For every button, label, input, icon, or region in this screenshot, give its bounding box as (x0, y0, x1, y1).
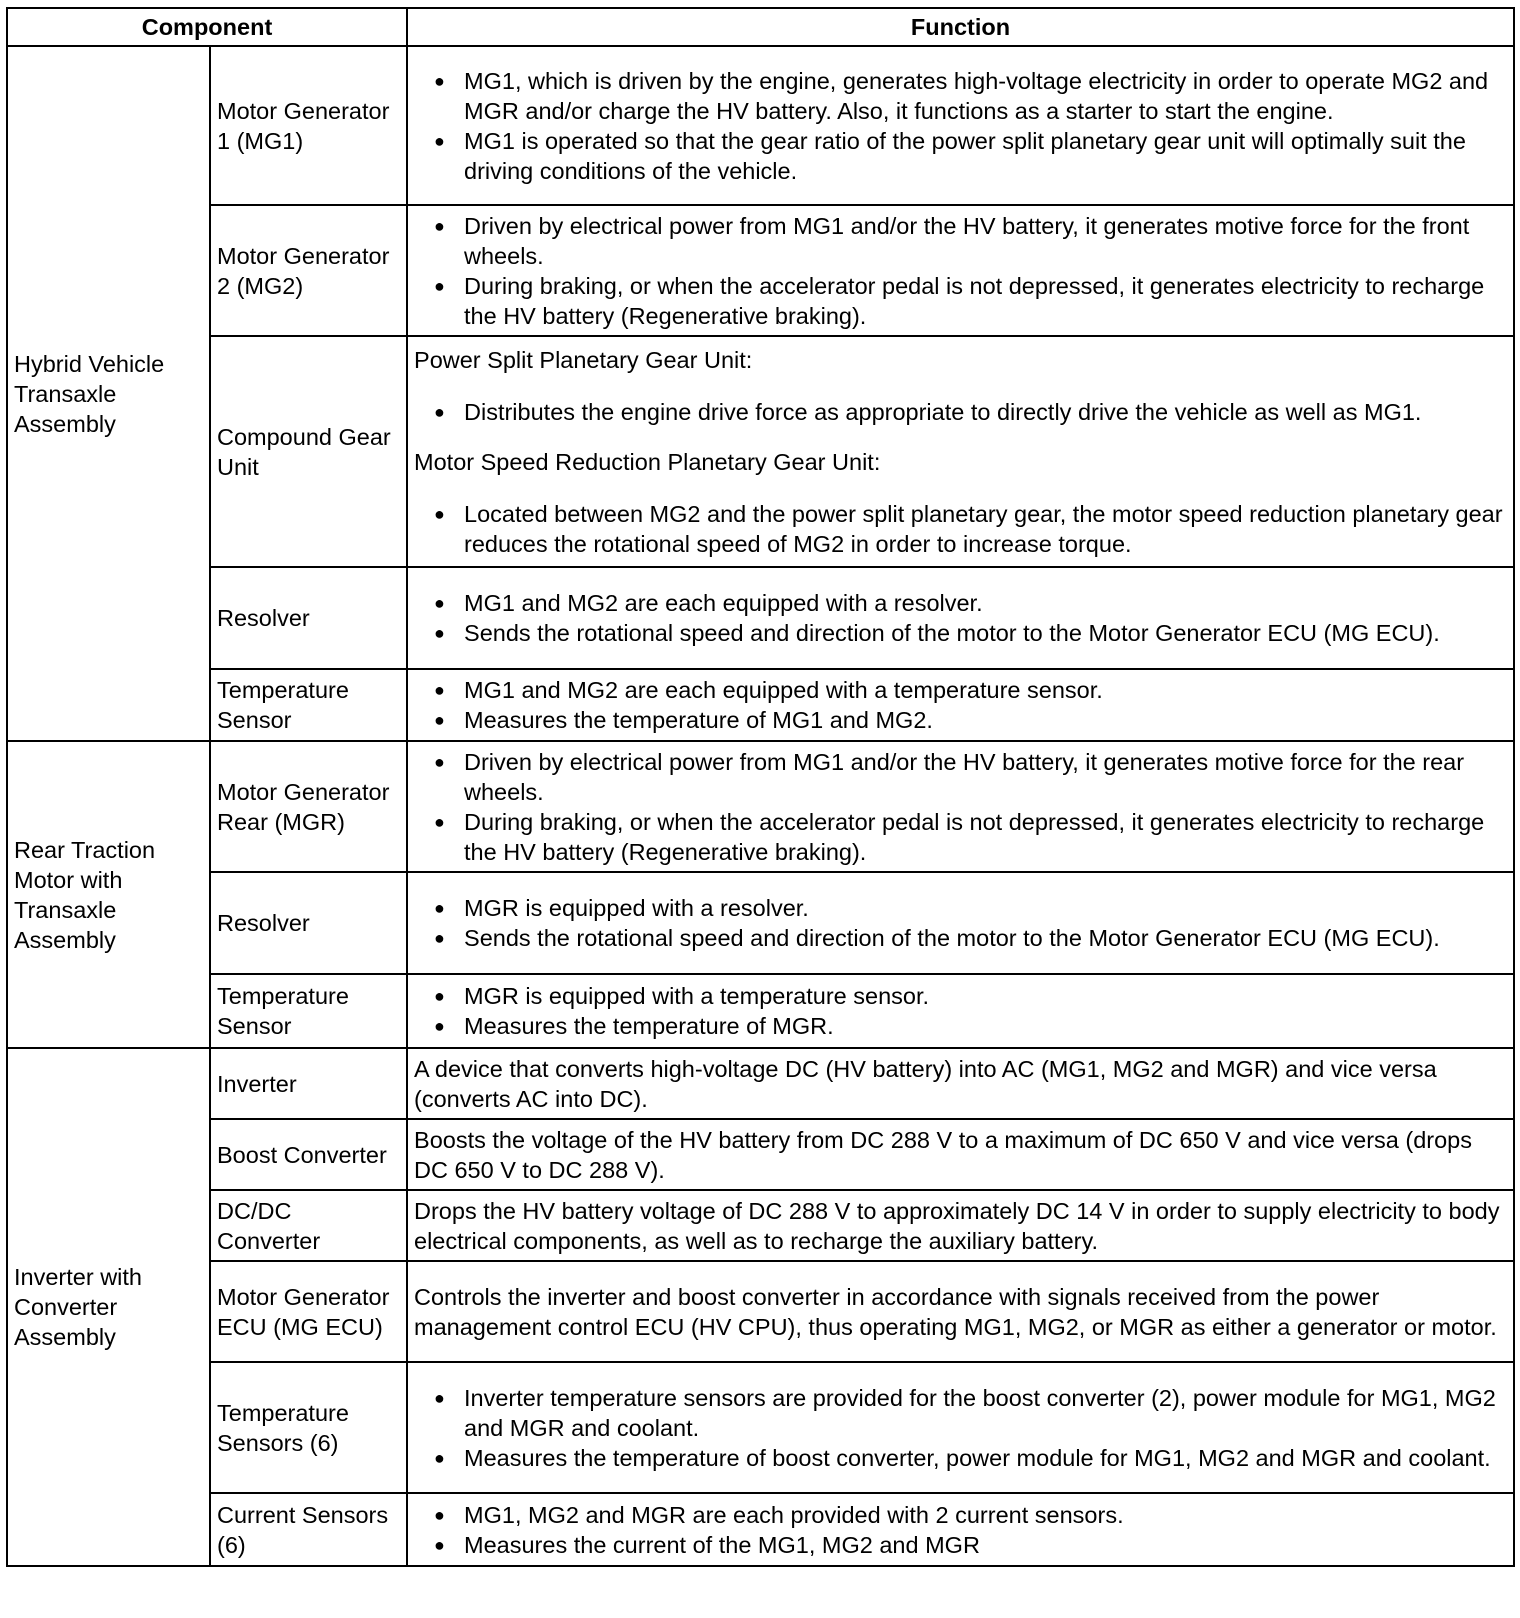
bullet-item: ● MG1, which is driven by the engine, generates high-voltage electricity in order to operate MG2 and MGR and/or charge the HV battery. Also, it functions as a starter to start the engine. (414, 66, 1507, 126)
table-row (7, 669, 1514, 741)
table-row (7, 1493, 1514, 1566)
bullet-item: ● MGR is equipped with a temperature sensor. (414, 981, 1507, 1011)
table-row (7, 1119, 1514, 1190)
bullet-item: ● Measures the temperature of MGR. (414, 1011, 1507, 1041)
bullet-item: ● MG1 and MG2 are each equipped with a resolver. (414, 588, 1507, 618)
bullet-item: ● MGR is equipped with a resolver. (414, 893, 1507, 923)
bullet-item: ● Driven by electrical power from MG1 and/or the HV battery, it generates motive force for the rear wheels. (414, 747, 1507, 807)
table-row (7, 336, 1514, 567)
component-cell: Resolver (210, 567, 407, 669)
component-cell: DC/DC Converter (210, 1190, 407, 1261)
table-row (7, 1190, 1514, 1261)
function-cell: A device that converts high-voltage DC (HV battery) into AC (MG1, MG2 and MGR) and vice versa (converts AC into DC). (407, 1048, 1514, 1119)
bullet-item: ● Measures the current of the MG1, MG2 and MGR (414, 1530, 1507, 1560)
header-row (7, 8, 1514, 46)
bullet-item: ● MG1, MG2 and MGR are each provided with 2 current sensors. (414, 1500, 1507, 1530)
component-cell: Motor Generator 2 (MG2) (210, 205, 407, 336)
table-row (7, 205, 1514, 336)
table-row (7, 1362, 1514, 1493)
bullet-item: ● Sends the rotational speed and direction of the motor to the Motor Generator ECU (MG ECU). (414, 923, 1507, 953)
component-cell: Temperature Sensor (210, 669, 407, 741)
bullet-item: ● During braking, or when the accelerator pedal is not depressed, it generates electricity to recharge the HV battery (Regenerative braking). (414, 807, 1507, 867)
component-cell: Motor Generator ECU (MG ECU) (210, 1261, 407, 1362)
table-row (7, 567, 1514, 669)
component-cell: Boost Converter (210, 1119, 407, 1190)
component-cell: Resolver (210, 872, 407, 974)
table-row (7, 46, 1514, 205)
component-cell: Motor Generator 1 (MG1) (210, 46, 407, 205)
table-row (7, 1048, 1514, 1119)
function-cell (407, 741, 1514, 872)
subheading: Motor Speed Reduction Planetary Gear Unit: (414, 448, 881, 475)
bullet-item: ● Located between MG2 and the power split planetary gear, the motor speed reduction planetary gear reduces the rotational speed of MG2 in order to increase torque. (414, 499, 1507, 559)
bullet-item: ● During braking, or when the accelerator pedal is not depressed, it generates electricity to recharge the HV battery (Regenerative braking). (414, 271, 1507, 331)
table-row (7, 1261, 1514, 1362)
component-cell: Compound Gear Unit (210, 336, 407, 567)
group-label: Hybrid Vehicle Transaxle Assembly (7, 46, 210, 741)
header-component: Component (7, 8, 407, 46)
component-function-table (6, 7, 1515, 1567)
function-cell (407, 46, 1514, 205)
bullet-item: ● Measures the temperature of boost converter, power module for MG1, MG2 and MGR and coolant. (414, 1443, 1507, 1473)
function-cell (407, 205, 1514, 336)
function-cell (407, 872, 1514, 974)
table-row (7, 741, 1514, 872)
function-cell (407, 669, 1514, 741)
function-cell (407, 974, 1514, 1048)
component-cell: Current Sensors (6) (210, 1493, 407, 1566)
component-cell: Inverter (210, 1048, 407, 1119)
bullet-item: ● MG1 is operated so that the gear ratio of the power split planetary gear unit will optimally suit the driving conditions of the vehicle. (414, 126, 1507, 186)
function-cell: Drops the HV battery voltage of DC 288 V to approximately DC 14 V in order to supply electricity to body electrical components, as well as to recharge the auxiliary battery. (407, 1190, 1514, 1261)
subheading: Power Split Planetary Gear Unit: (414, 346, 753, 373)
table-row (7, 872, 1514, 974)
bullet-item: ● Measures the temperature of MG1 and MG2. (414, 705, 1507, 735)
bullet-item: ● Inverter temperature sensors are provided for the boost converter (2), power module for MG1, MG2 and MGR and coolant. (414, 1383, 1507, 1443)
component-cell: Motor Generator Rear (MGR) (210, 741, 407, 872)
function-cell: Controls the inverter and boost converter in accordance with signals received from the power management control ECU (HV CPU), thus operating MG1, MG2, or MGR as either a generator or motor. (407, 1261, 1514, 1362)
table-row (7, 974, 1514, 1048)
group-label: Inverter with Converter Assembly (7, 1048, 210, 1566)
group-label: Rear Traction Motor with Transaxle Assembly (7, 741, 210, 1048)
function-cell: Boosts the voltage of the HV battery from DC 288 V to a maximum of DC 650 V and vice versa (drops DC 650 V to DC 288 V). (407, 1119, 1514, 1190)
bullet-item: ● Sends the rotational speed and direction of the motor to the Motor Generator ECU (MG ECU). (414, 618, 1507, 648)
function-cell (407, 336, 1514, 567)
component-cell: Temperature Sensor (210, 974, 407, 1048)
function-cell (407, 1493, 1514, 1566)
bullet-item: ● Distributes the engine drive force as appropriate to directly drive the vehicle as well as MG1. (414, 397, 1507, 427)
bullet-item: ● MG1 and MG2 are each equipped with a temperature sensor. (414, 675, 1507, 705)
function-cell (407, 1362, 1514, 1493)
component-cell: Temperature Sensors (6) (210, 1362, 407, 1493)
bullet-item: ● Driven by electrical power from MG1 and/or the HV battery, it generates motive force for the front wheels. (414, 211, 1507, 271)
header-function: Function (407, 8, 1514, 46)
function-cell (407, 567, 1514, 669)
